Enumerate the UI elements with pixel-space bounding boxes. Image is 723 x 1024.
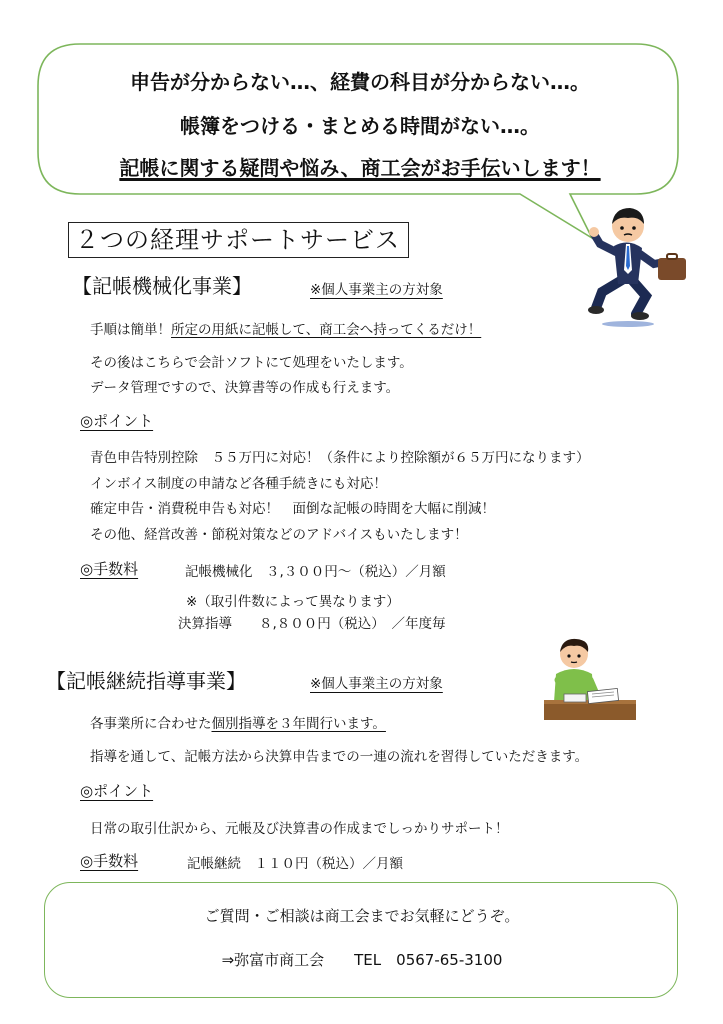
section1-fee-line2: 決算指導 ８,８００円（税込） ／年度毎 [178,616,446,632]
running-businessman-illustration [588,200,698,330]
section1-fee-note: ※（取引件数によって異なります） [186,594,400,610]
bubble-line-3 [42,152,678,181]
section2-target-note: ※個人事業主の方対象 [310,676,443,692]
section1-point-2: インボイス制度の申請など各種手続きにも対応！ [90,476,387,492]
section2-fee-label: ◎手数料 [80,852,139,870]
section1-point-1: 青色申告特別控除 ５５万円に対応！（条件により控除額が６５万円になります） [90,450,590,466]
section1-title: 【記帳機械化事業】 [72,274,252,298]
section1-line1-plain: 手順は簡単！ [90,322,171,338]
section1-point-4: その他、経営改善・節税対策などのアドバイスもいたします！ [90,527,468,543]
section1-fee-line1: 記帳機械化 ３,３００円～（税込）／月額 [185,564,446,580]
bubble-line-3-text: 記帳に関する疑問や悩み、商工会がお手伝いします！ [119,156,601,180]
section2-point-label: ◎ポイント [80,782,154,800]
section1-line3: データ管理ですので、決算書等の作成も行えます。 [90,380,400,396]
contact-line2: ⇒弥富市商工会 TEL 0567-65-3100 [221,951,503,969]
section2-title: 【記帳継続指導事業】 [46,669,246,693]
bubble-line-2: 帳簿をつける・まとめる時間がない…。 [180,114,540,138]
section2-fee-line1: 記帳継続 １１０円（税込）／月額 [187,856,403,872]
section1-line1 [90,318,481,338]
page-title: ２つの経理サポートサービス [68,222,409,258]
section2-line1 [90,712,386,732]
section2-line1-underlined: 個別指導を３年間行います。 [211,716,386,732]
section2-line2: 指導を通して、記帳方法から決算申告までの一連の流れを習得していただきます。 [90,749,589,765]
desk-worker-illustration [544,634,636,726]
section1-target-note: ※個人事業主の方対象 [310,282,443,298]
section1-point-label: ◎ポイント [80,412,154,430]
section2-line1-plain: 各事業所に合わせた [90,716,212,732]
section2-point-1: 日常の取引仕訳から、元帳及び決算書の作成までしっかりサポート！ [90,821,509,837]
section1-line1-underlined: 所定の用紙に記帳して、商工会へ持ってくるだけ！ [171,322,482,338]
section1-point-3: 確定申告・消費税申告も対応！ 面倒な記帳の時間を大幅に削減！ [90,501,495,517]
contact-line1: ご質問・ご相談は商工会までお気軽にどうぞ。 [204,907,520,925]
contact-box [44,882,678,998]
bubble-line-1: 申告が分からない…、経費の科目が分からない…。 [130,70,590,94]
section1-fee-label: ◎手数料 [80,560,139,578]
section1-line2: その後はこちらで会計ソフトにて処理をいたします。 [90,355,413,371]
